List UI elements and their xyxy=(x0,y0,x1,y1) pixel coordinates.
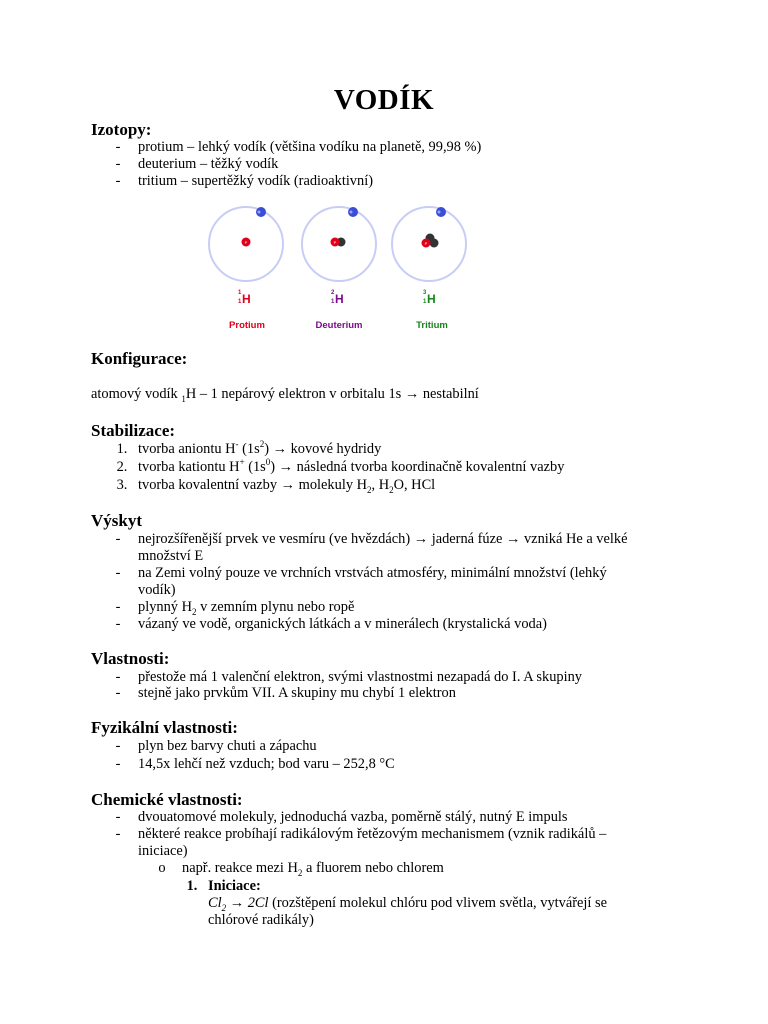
heading-fyzikalni: Fyzikální vlastnosti: xyxy=(91,718,238,737)
dash-marker: - xyxy=(115,756,121,772)
heading-izotopy: Izotopy: xyxy=(91,120,152,139)
konfigurace-text: atomový vodík $_1$H – 1 nepárový elektron v orbitalu 1s → nestabilní xyxy=(91,386,479,404)
svg-text:1: 1 xyxy=(423,299,427,305)
heading-vlastnosti: Vlastnosti: xyxy=(91,649,170,668)
svg-text:H: H xyxy=(335,292,344,306)
dash-marker: - xyxy=(115,156,121,172)
tritium-atom xyxy=(392,207,466,281)
tritium-label: Tritium xyxy=(416,320,448,331)
number-marker: 3. xyxy=(116,477,128,493)
svg-text:H: H xyxy=(242,292,251,306)
neutron xyxy=(430,239,439,248)
number-marker: 1. xyxy=(186,878,198,894)
page-title: VODÍK xyxy=(333,84,435,116)
deuterium-label: Deuterium xyxy=(315,320,363,331)
svg-text:1: 1 xyxy=(331,299,335,305)
svg-text:1: 1 xyxy=(238,299,242,305)
number-marker: 1. xyxy=(116,441,128,457)
svg-text:H: H xyxy=(427,292,436,306)
dash-marker: - xyxy=(115,599,121,615)
dash-marker: - xyxy=(115,565,121,581)
heading-vyskyt: Výskyt xyxy=(91,511,143,530)
svg-text:P: P xyxy=(333,240,337,245)
circle-marker: o xyxy=(158,860,166,876)
svg-text:2: 2 xyxy=(331,290,335,296)
svg-text:1: 1 xyxy=(238,290,242,296)
svg-text:3: 3 xyxy=(423,290,427,296)
dash-marker: - xyxy=(115,139,121,155)
protium-atom xyxy=(209,207,283,281)
dash-marker: - xyxy=(115,826,121,842)
heading-stabilizace: Stabilizace: xyxy=(91,421,176,440)
deuterium-symbol xyxy=(331,290,344,306)
dash-marker: - xyxy=(115,738,121,754)
heading-konfigurace: Konfigurace: xyxy=(91,349,188,368)
dash-marker: - xyxy=(115,173,121,189)
dash-marker: - xyxy=(115,616,121,632)
document-page: VODÍK Izotopy: - protium – lehký vodík (většina vodíku na planetě, 99,98 %) - deuterium – těžký vodík - tritium – supertěžký vodík (radioaktivní) P P P 1 1 H 2 1 H 3 1 H Protium Deuterium Tritium Konfigurace: atomový vodík $_1$H – 1 nepárový elektron v orbitalu 1s → nestabilní Stabilizace: 1. tvorba aniontu H- $(1s^2)$ → kovové hydridy 2. tvorba kationtu H+ $(1s^0)$ → následná tvorba koordinačně kovalentní vazby 3. tvorba kovalentní vazby → molekuly $H_2$, $H_2O$, HCl Výskyt - nejrozšířenější prvek ve vesmíru (ve hvězdách) → jaderná fúze → vzniká He a velké množství E - na Zemi volný pouze ve vrchních vrstvách atmosféry, minimální množství (lehký vodík) - plynný $H_2$ v zemním plynu nebo ropě - vázaný ve vodě, organických látkách a v minerálech (krystalická voda) Vlastnosti: - přestože má 1 valenční elektron, svými vlastnostmi nezapadá do I. A skupiny - stejně jako prvkům VII. A skupiny mu chybí 1 elektron Fyzikální vlastnosti: - plyn bez barvy chuti a zápachu - 14,5x lehčí než vzduch; bod varu – 252,8 °C Chemické vlastnosti: - dvouatomové molekuly, jednoduchá vazba, poměrně stálý, nutný E impuls - některé reakce probíhají radikálovým řetězovým mechanismem (vznik radikálů – iniciace) o např. reakce mezi $H_2$ a fluorem nebo chlorem 1. Iniciace: $Cl_2 \to 2Cl$ (rozštěpení molekul chlóru pod vlivem světla, vytvářejí se chlórové radikály) xyxy=(0,0,768,1024)
dash-marker: - xyxy=(115,809,121,825)
isotope-diagram xyxy=(196,202,478,338)
deuterium-atom xyxy=(302,207,376,281)
svg-text:P: P xyxy=(244,240,248,245)
protium-label: Protium xyxy=(229,320,265,331)
heading-chemicke: Chemické vlastnosti: xyxy=(91,790,243,809)
dash-marker: - xyxy=(115,531,121,547)
protium-symbol xyxy=(238,290,251,306)
dash-marker: - xyxy=(115,685,121,701)
tritium-symbol xyxy=(423,290,436,306)
number-marker: 2. xyxy=(116,459,128,475)
dash-marker: - xyxy=(115,669,121,685)
svg-text:P: P xyxy=(424,241,428,246)
